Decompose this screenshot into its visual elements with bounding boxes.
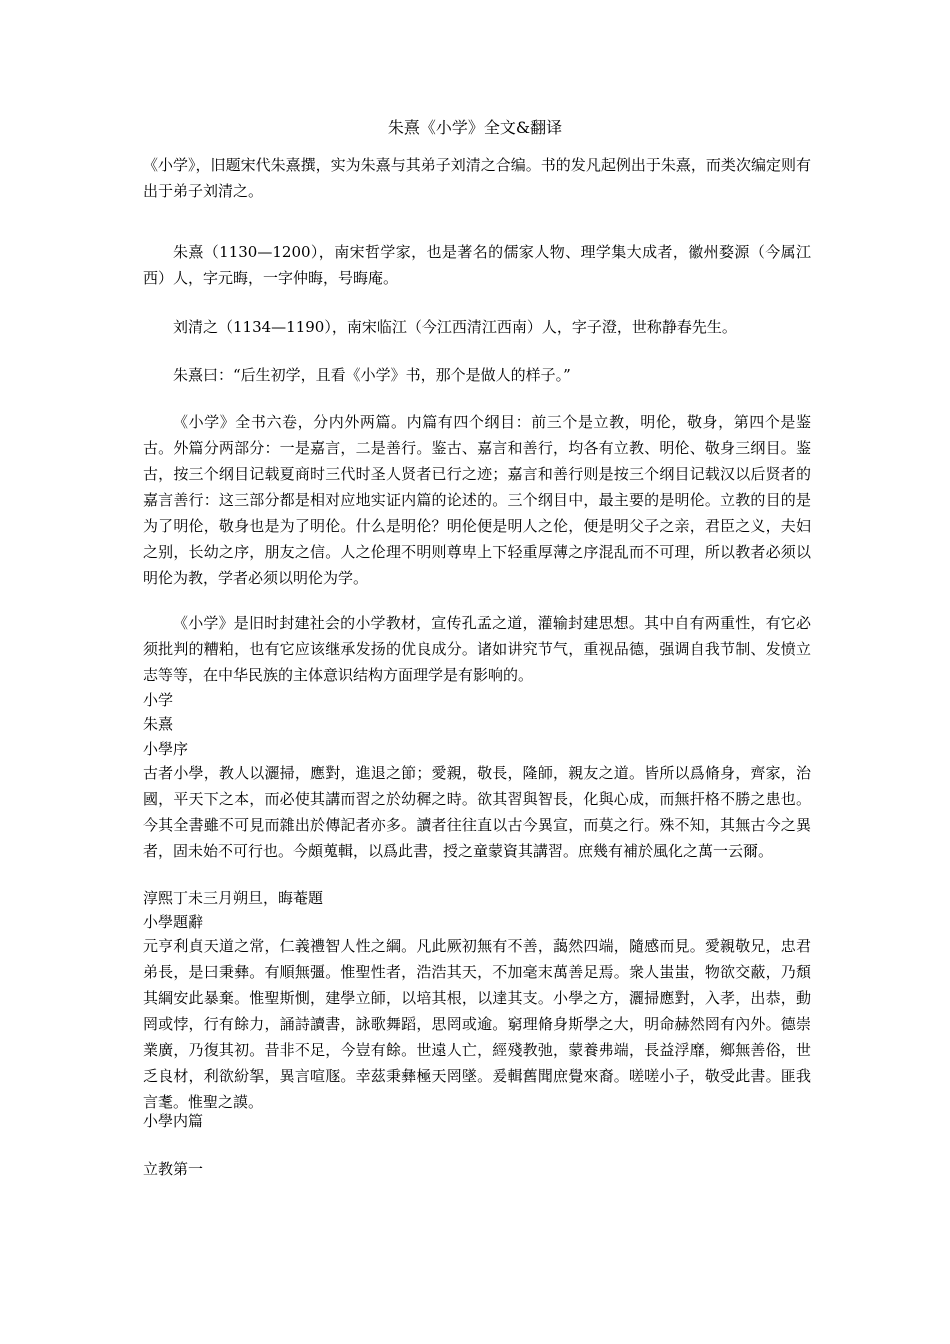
chapter-one-heading: 立教第一: [143, 1160, 204, 1178]
liu-qingzhi-bio-paragraph: 刘清之（1134—1190），南宋临江（今江西清江西南）人，字子澄，世称静春先生。: [173, 318, 737, 336]
book-heading: 小学: [143, 691, 174, 709]
zhu-xi-bio-paragraph: 朱熹（1130—1200），南宋哲学家，也是著名的儒家人物、理学集大成者，徽州婺源（今属江西）人，字元晦，一字仲晦，号晦庵。: [143, 243, 811, 287]
preface-paragraph: 古者小學，教人以灑掃，應對，進退之節；愛親，敬長，隆師，親友之道。皆所以爲脩身，齊家，治國，平天下之本，而必使其講而習之於幼穉之時。欲其習與智長，化與心成，而無扞格不勝之患也。今其全書雖不可見而雜出於傳記者亦多。讀者往往直以古今異宣，而莫之行。殊不知，其無古今之異者，固未始不可行也。今頗蒐輯，以爲此書，授之童蒙資其講習。庶幾有補於風化之萬一云爾。: [143, 764, 811, 860]
preface-date-line: 淳熙丁未三月朔旦，晦菴題: [143, 889, 324, 907]
intro-paragraph: 《小学》，旧题宋代朱熹撰，实为朱熹与其弟子刘清之合编。书的发凡起例出于朱熹，而类次编定则有出于弟子刘清之。: [143, 156, 811, 200]
inscription-heading: 小學題辭: [143, 913, 204, 931]
inner-chapters-heading: 小學内篇: [143, 1112, 204, 1130]
zhu-xi-quote-paragraph: 朱熹曰：“后生初学，且看《小学》书，那个是做人的样子。”: [173, 366, 571, 384]
preface-heading: 小學序: [143, 740, 189, 758]
inscription-paragraph: 元亨利貞天道之常，仁義禮智人性之綱。凡此厥初無有不善，藹然四端，隨感而見。愛親敬兄，忠君弟長，是曰秉彝。有順無彊。惟聖性者，浩浩其天，不加毫末萬善足焉。衆人蚩蚩，物欲交蔽，乃頹其綱安此暴棄。惟聖斯惻，建學立師，以培其根，以達其支。小學之方，灑掃應對，入孝，出恭，動罔或悖，行有餘力，誦詩讀書，詠歌舞蹈，思罔或逾。窮理脩身斯學之大，明命赫然罔有內外。德崇業廣，乃復其初。昔非不足，今豈有餘。世遠人亡，經殘教弛，蒙養弗端，長益浮靡，鄉無善俗，世乏良材，利欲紛挐，異言喧豗。幸茲秉彝極天罔墜。爰輯舊聞庶覺來裔。嗟嗟小子，敬受此書。匪我言耄。惟聖之謨。: [143, 937, 811, 1111]
page-title: 朱熹《小学》全文&翻译: [387, 118, 563, 137]
book-structure-paragraph: 《小学》全书六卷，分内外两篇。内篇有四个纲目：前三个是立教，明伦，敬身，第四个是鉴古。外篇分两部分：一是嘉言，二是善行。鉴古、嘉言和善行，均各有立教、明伦、敬身三纲目。鉴古，按三个纲目记载夏商时三代时圣人贤者已行之迹；嘉言和善行则是按三个纲目记载汉以后贤者的嘉言善行：这三部分都是相对应地实证内篇的论述的。三个纲目中，最主要的是明伦。立教的目的是为了明伦，敬身也是为了明伦。什么是明伦？明伦便是明人之伦，便是明父子之亲，君臣之义，夫妇之别，长幼之序，朋友之信。人之伦理不明则尊卑上下轻重厚薄之序混乱而不可理，所以教者必须以明伦为教，学者必须以明伦为学。: [143, 413, 811, 587]
assessment-paragraph: 《小学》是旧时封建社会的小学教材，宣传孔孟之道，灌输封建思想。其中自有两重性，有它必须批判的糟粕，也有它应该继承发扬的优良成分。诸如讲究节气，重视品德，强调自我节制、发愤立志等等，在中华民族的主体意识结构方面理学是有影响的。: [143, 614, 811, 684]
author-heading: 朱熹: [143, 715, 174, 733]
